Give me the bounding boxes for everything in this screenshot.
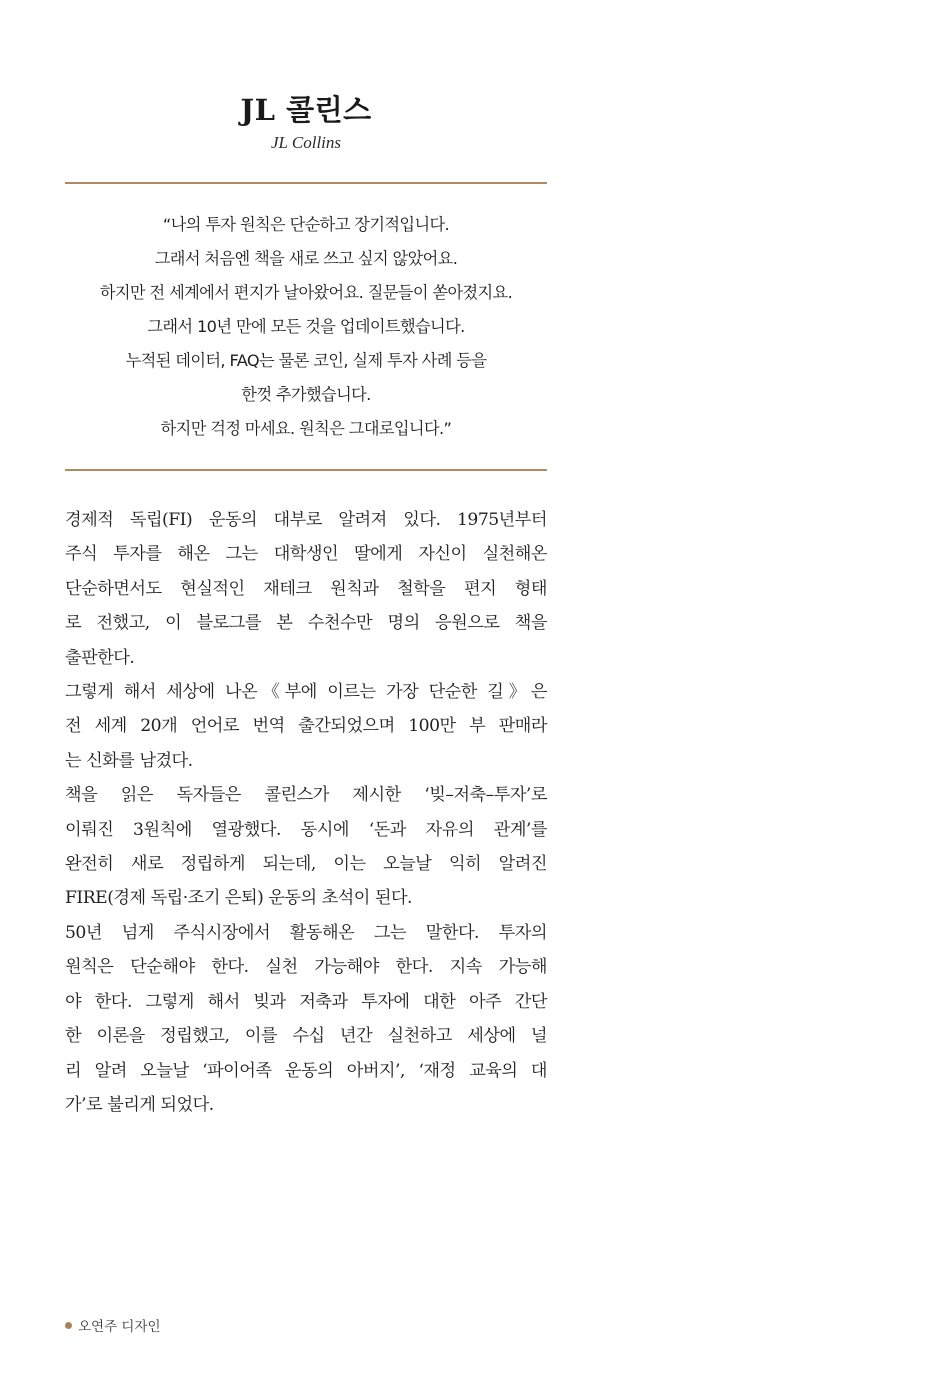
bio-line: 는 신화를 남겼다. [65,750,193,771]
quote-line: 하지만 전 세계에서 편지가 날아왔어요. 질문들이 쏟아졌지요. [99,283,513,302]
bio-line: 한 이론을 정립했고, 이를 수십 년간 실천하고 세상에 널 [65,1026,547,1047]
quote-line: 그래서 10년 만에 모든 것을 업데이트했습니다. [147,317,465,336]
author-name-english: JL Collins [270,133,342,152]
author-name-korean: JL 콜린스 [240,93,372,127]
quote-line: 누적된 데이터, FAQ는 물론 코인, 실제 투자 사례 등을 [125,351,487,370]
designer-credit [65,1315,161,1335]
bio-line: 책을 읽은 독자들은 콜린스가 제시한 ‘빚–저축–투자’로 [65,785,547,806]
bio-line: 로 전했고, 이 블로그를 본 수천수만 명의 응원으로 책을 [65,613,547,634]
bio-line: 완전히 새로 정립하게 되는데, 이는 오늘날 익히 알려진 [65,854,547,875]
designer-credit-text: 오연주 디자인 [78,1319,161,1335]
quote-line: “나의 투자 원칙은 단순하고 장기적입니다. [162,215,450,234]
bio-line: 그렇게 해서 세상에 나온《부에 이르는 가장 단순한 길》은 [65,682,547,703]
bullet-dot-icon [65,1322,72,1329]
divider-bottom [65,469,547,471]
bio-line: 리 알려 오늘날 ‘파이어족 운동의 아버지’, ‘재정 교육의 대 [65,1060,547,1081]
bio-line: FIRE(경제 독립·조기 은퇴) 운동의 초석이 된다. [65,888,413,909]
bio-line: 야 한다. 그렇게 해서 빚과 저축과 투자에 대한 아주 간단 [65,991,547,1012]
quote-line: 한껏 추가했습니다. [241,385,371,404]
bio-line: 경제적 독립(FI) 운동의 대부로 알려져 있다. 1975년부터 [65,510,547,530]
bio-line: 전 세계 20개 언어로 번역 출간되었으며 100만 부 판매라 [65,716,547,737]
bio-line: 단순하면서도 현실적인 재테크 원칙과 철학을 편지 형태 [65,578,547,599]
bio-line: 주식 투자를 해온 그는 대학생인 딸에게 자신이 실천해온 [65,544,547,565]
author-quote [55,208,557,446]
quote-line: 그래서 처음엔 책을 새로 쓰고 싶지 않았어요. [154,249,458,268]
bio-line: 가’로 불리게 되었다. [65,1094,214,1115]
bio-line: 50년 넘게 주식시장에서 활동해온 그는 말한다. 투자의 [65,922,547,943]
divider-top [65,182,547,184]
bio-line: 출판한다. [65,647,135,668]
bio-line: 이뤄진 3원칙에 열광했다. 동시에 ‘돈과 자유의 관계’를 [65,819,547,840]
bio-line: 원칙은 단순해야 한다. 실천 가능해야 한다. 지속 가능해 [65,957,547,978]
author-biography [65,503,547,1122]
quote-line: 하지만 걱정 마세요. 원칙은 그대로입니다.” [160,419,452,438]
